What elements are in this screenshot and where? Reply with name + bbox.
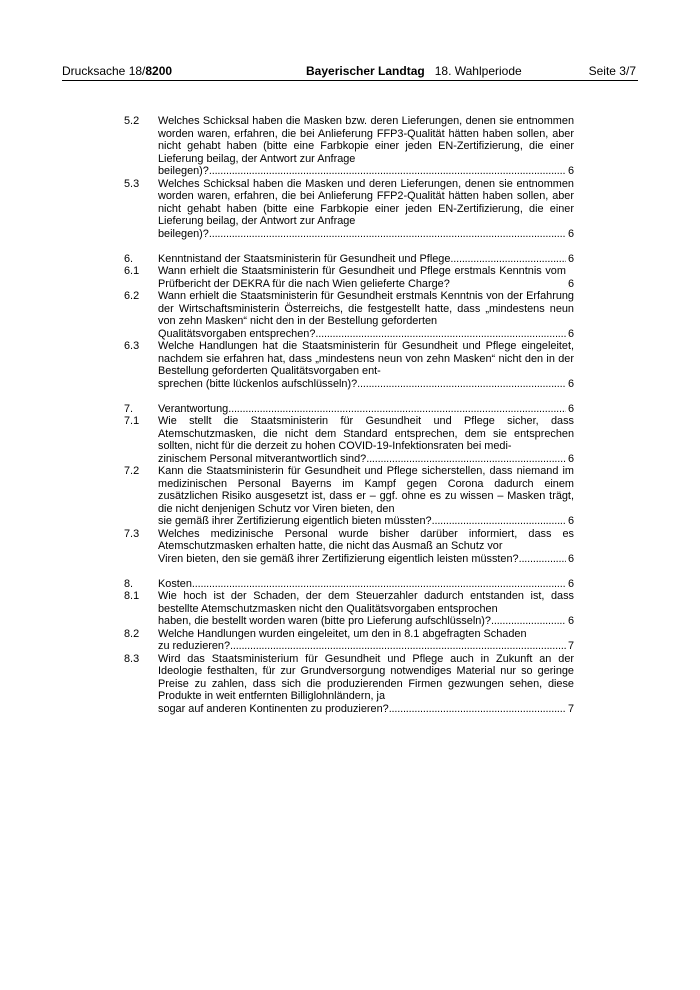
- toc-number: 7.3: [124, 527, 140, 540]
- document-number-value: 8200: [145, 64, 173, 78]
- toc-page: 6: [567, 552, 574, 565]
- toc-text-end: sogar auf anderen Kontinenten zu produzieren?: [158, 702, 389, 715]
- table-of-contents: [124, 115, 574, 715]
- toc-page: 6: [567, 252, 574, 265]
- document-number: [62, 62, 172, 80]
- dot-leader: [228, 403, 566, 416]
- toc-text: Wann erhielt die Staatsministerin für Gesundheit und Pflege erstmals Kenntnis vom Prüfbericht der DEKRA für die nach Wien gelieferte Charge?: [158, 265, 566, 290]
- toc-page: 6: [567, 515, 574, 527]
- toc-page: 6: [567, 277, 574, 290]
- toc-entry-6-2: [124, 290, 574, 340]
- toc-page: 7: [567, 640, 574, 652]
- toc-number: 8.3: [124, 652, 140, 665]
- toc-number: 8.2: [124, 627, 140, 640]
- toc-number: 5.2: [124, 115, 140, 127]
- toc-number: 6.3: [124, 340, 140, 352]
- dot-leader: [192, 578, 566, 591]
- toc-entry-6-1: [124, 265, 574, 290]
- toc-text-end: sprechen (bitte lückenlos aufschlüsseln)?: [158, 377, 358, 390]
- toc-section-6: [124, 253, 574, 266]
- toc-text: Welche Handlungen wurden eingeleitet, um den in 8.1 abgefragten Schaden: [158, 627, 527, 640]
- toc-entry-8-3: [124, 653, 574, 716]
- toc-number: 7.1: [124, 415, 140, 427]
- toc-text-end: zu reduzieren?: [158, 640, 231, 652]
- toc-text: Welches Schicksal haben die Masken und deren Lieferungen, denen sie entnommen worden waren, erfahren, die bei Anlieferung FFP2-Qualität hätten haben sollen, aber nicht gehabt haben (bitte eine Farbkopie einer jeden EN-Zertifizierung, die einer Lieferung beilag, der Antwort zur Anfrage: [158, 177, 574, 227]
- toc-page: 6: [567, 165, 574, 177]
- toc-page: 6: [567, 402, 574, 415]
- dot-leader: [366, 453, 566, 466]
- dot-leader: [519, 553, 566, 566]
- page-header: [62, 62, 638, 81]
- toc-text: Welches Schicksal haben die Masken bzw. deren Lieferungen, denen sie entnommen worden waren, erfahren, die bei Anlieferung FFP3-Qualität hätten haben sollen, aber nicht gehabt haben (bitte eine Farbkopie einer jeden EN-Zertifizierung, die einer Lieferung beilag, der Antwort zur Anfrage: [158, 115, 574, 165]
- institution-name: Bayerischer Landtag: [306, 64, 425, 78]
- toc-page: 6: [567, 377, 574, 390]
- dot-leader: [357, 378, 566, 391]
- toc-number: 6.: [124, 252, 134, 265]
- dot-leader: [209, 228, 566, 241]
- toc-entry-5-2: [124, 115, 574, 178]
- toc-entry-8-2: [124, 628, 574, 653]
- toc-entry-7-3: [124, 528, 574, 566]
- toc-number: 8.: [124, 577, 134, 590]
- toc-entry-8-1: [124, 590, 574, 628]
- toc-page: 6: [567, 452, 574, 465]
- dot-leader: [491, 615, 566, 628]
- toc-section-7: [124, 403, 574, 416]
- dot-leader: [450, 253, 566, 266]
- dot-leader: [432, 515, 566, 528]
- toc-text: Wie hoch ist der Schaden, der dem Steuerzahler dadurch entstanden ist, dass bestellte Atemschutzmasken nicht den Qualitätsvorgaben entsprochen: [158, 590, 574, 615]
- toc-text: Wann erhielt die Staatsministerin für Gesundheit erstmals Kenntnis von der Erfahrung der Wirtschaftsministerin Österreichs, die festgestellt hatte, dass „mindestens neun von zehn Masken“ nicht den in der Bestellung geforderten: [158, 290, 574, 327]
- toc-entry-7-1: [124, 415, 574, 465]
- toc-page: 6: [567, 327, 574, 340]
- toc-entry-5-3: [124, 178, 574, 241]
- toc-text-end: Kosten: [158, 577, 192, 590]
- page-number: Seite 3/7: [588, 64, 636, 78]
- dot-leader: [209, 165, 566, 178]
- toc-entry-6-3: [124, 340, 574, 390]
- document-number-prefix: Drucksache 18/: [62, 64, 146, 78]
- toc-page: 6: [567, 577, 574, 590]
- toc-number: 6.2: [124, 290, 140, 302]
- toc-number: 7.2: [124, 465, 140, 477]
- dot-leader: [230, 640, 566, 653]
- toc-text-end: Kenntnistand der Staatsministerin für Gesundheit und Pflege: [158, 252, 451, 265]
- toc-section-8: [124, 578, 574, 591]
- dot-leader: [389, 703, 566, 716]
- toc-text: Welches medizinische Personal wurde bisher darüber informiert, dass es Atemschutzmasken erhalten hatte, die nicht das Ausmaß an Schutz vor: [158, 527, 574, 552]
- toc-text-end: haben, die bestellt worden waren (bitte pro Lieferung aufschlüsseln)?: [158, 615, 491, 627]
- toc-page: 6: [567, 615, 574, 627]
- toc-text-end: Qualitätsvorgaben entsprechen?: [158, 327, 316, 340]
- toc-entry-7-2: [124, 465, 574, 528]
- toc-text: Kann die Staatsministerin für Gesundheit und Pflege sicherstellen, dass niemand im medizinischen Personal Bayerns im Kampf gegen Corona dadurch einem zusätzlichen Risiko ausgesetzt ist, dass er – ggf. ohne es zu wissen – Masken trägt, die nicht denjenigen Schutz vor Viren bieten, den: [158, 465, 574, 515]
- toc-text-end: beilegen)?: [158, 227, 209, 240]
- toc-text: Wird das Staatsministerium für Gesundheit und Pflege auch in Zukunft an der Ideologie festhalten, für zur Grundversorgung notwendiges Material nur so geringe Preise zu zahlen, dass sich die produzierenden Firmen gezwungen sehen, diese Produkte in weit entfernten Billiglohnländern, ja: [158, 652, 574, 702]
- toc-page: 6: [567, 227, 574, 240]
- toc-number: 8.1: [124, 590, 140, 602]
- toc-text: Wie stellt die Staatsministerin für Gesundheit und Pflege sicher, dass Atemschutzmasken, die nicht dem Standard entsprechen, dem sie entsprechen sollten, nicht für die derzeit zu hohen COVID-19-Infektionsraten bei medi-: [158, 415, 574, 452]
- toc-number: 5.3: [124, 177, 140, 190]
- toc-text-end: Viren bieten, den sie gemäß ihrer Zertifizierung eigentlich leisten müssten?: [158, 552, 519, 565]
- toc-text-end: sie gemäß ihrer Zertifizierung eigentlich bieten müssten?: [158, 515, 432, 527]
- toc-text-end: Verantwortung: [158, 402, 229, 415]
- toc-text: Welche Handlungen hat die Staatsministerin für Gesundheit und Pflege eingeleitet, nachdem sie erfahren hat, dass „mindestens neun von zehn Masken“ nicht den in der Bestellung geforderten Qualitätsvorgaben ent-: [158, 340, 574, 377]
- legislative-period: 18. Wahlperiode: [434, 64, 522, 78]
- header-institution: [306, 62, 522, 80]
- toc-text-end: zinischem Personal mitverantwortlich sind?: [158, 452, 367, 465]
- toc-page: 7: [567, 702, 574, 715]
- toc-text-end: beilegen)?: [158, 165, 209, 177]
- dot-leader: [315, 328, 566, 341]
- toc-number: 7.: [124, 402, 134, 415]
- toc-number: 6.1: [124, 265, 140, 277]
